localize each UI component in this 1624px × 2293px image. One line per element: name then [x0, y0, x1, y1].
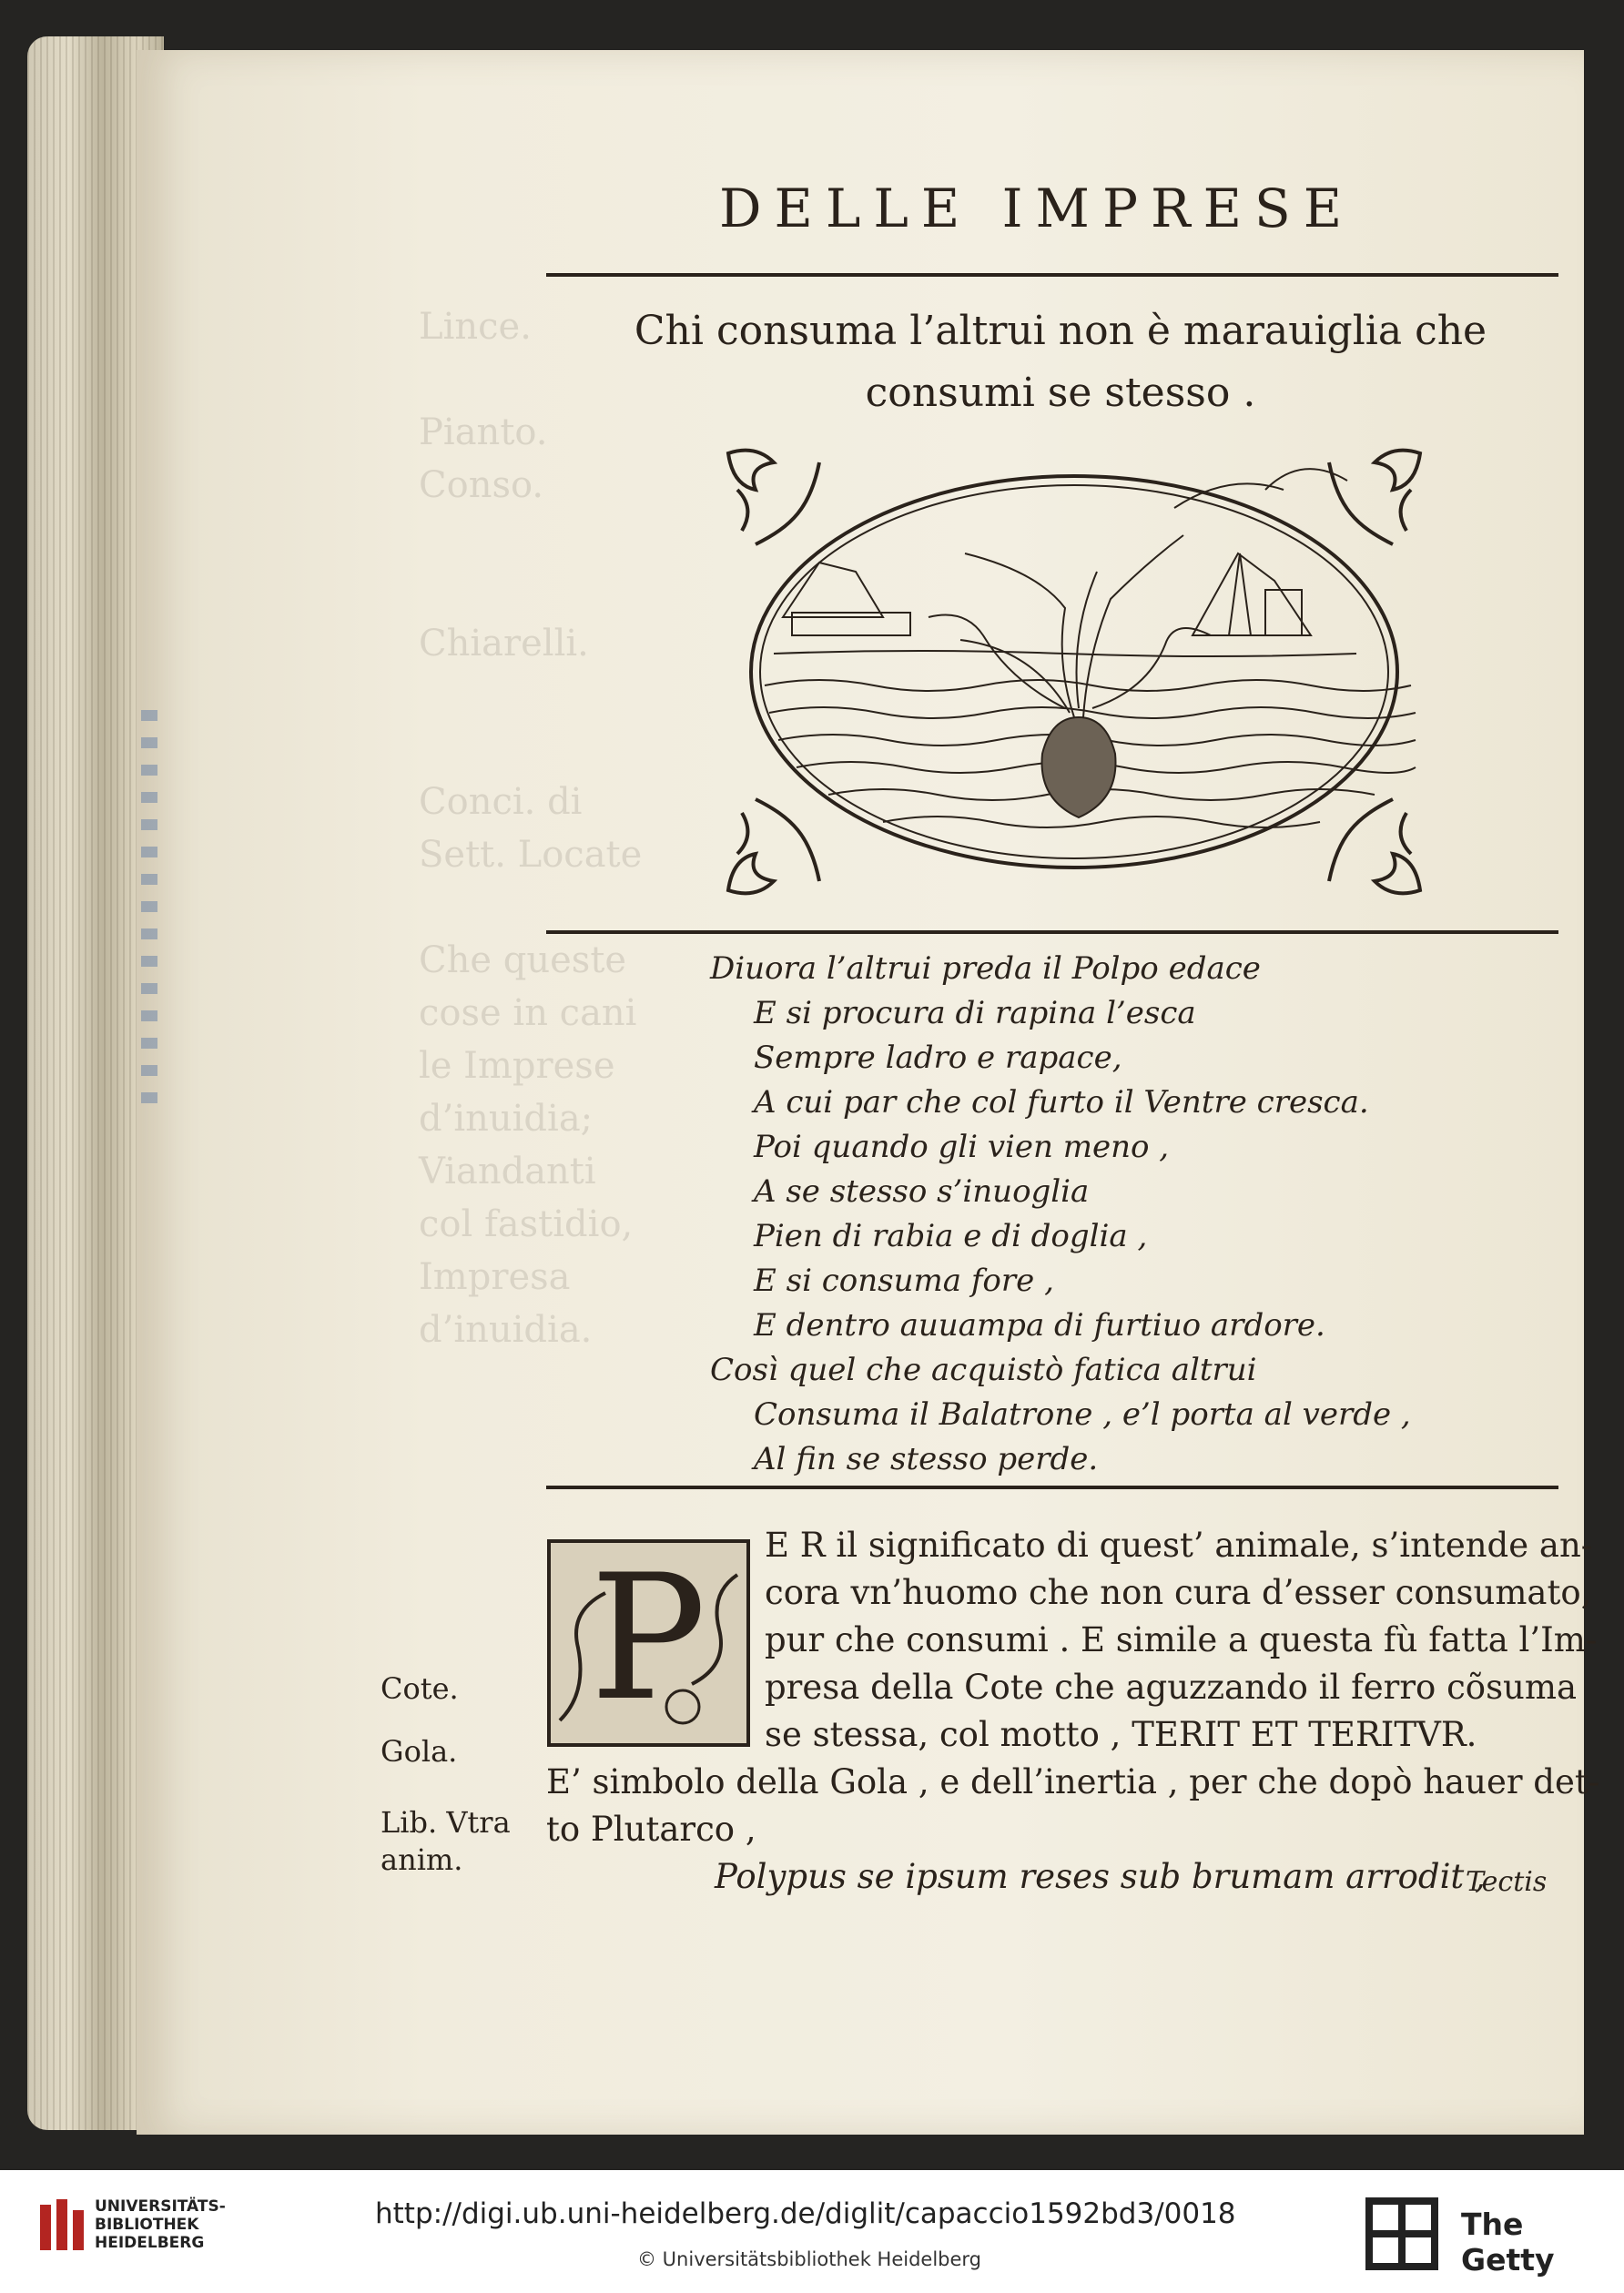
- margin-note: Lib. Vtra: [381, 1805, 511, 1840]
- bleed-through-text: Lince. Pianto. Conso. Chiarelli. Conci. di Sett. Locate Che queste cose in cani le Imprese d’inuidia; Viandanti col fastidio, Impresa d’inuidia.: [419, 306, 643, 1351]
- shelf-label: [141, 710, 157, 1120]
- motto-line: Chi consuma l’altrui non è marauiglia che: [634, 308, 1487, 354]
- library-name-line: HEIDELBERG: [95, 2234, 205, 2252]
- body-line: E’ simbolo della Gola , e dell’inertia , per che dopò hauer det-: [546, 1762, 1600, 1801]
- poem-stanza: [710, 947, 1411, 1482]
- body-line: cora vn’huomo che non cura d’esser consumato,: [765, 1573, 1592, 1612]
- library-name-line: UNIVERSITÄTS-: [95, 2197, 226, 2216]
- poem-line: E si procura di rapina l’esca: [754, 995, 1196, 1031]
- body-line: pur che consumi . E simile a questa fù fatta l’Im-: [765, 1620, 1598, 1659]
- poem-bottom-rule: [546, 1486, 1558, 1489]
- library-name-line: BIBLIOTHEK: [95, 2216, 199, 2234]
- poem-line: Consuma il Balatrone , e’l porta al verde ,: [754, 1396, 1411, 1433]
- body-line: E R il significato di quest’ animale, s’intende an-: [765, 1526, 1593, 1565]
- body-line: Polypus se ipsum reses sub brumam arrodit ,: [715, 1857, 1486, 1896]
- margin-note: Cote.: [381, 1671, 459, 1706]
- header-rule: [546, 273, 1558, 277]
- emblem-bottom-rule: [546, 930, 1558, 934]
- poem-line: Sempre ladro e rapace,: [754, 1040, 1122, 1076]
- copyright-notice: © Universitätsbibliothek Heidelberg: [637, 2248, 982, 2270]
- margin-note: anim.: [381, 1842, 463, 1877]
- motto: [564, 300, 1557, 424]
- viewer-footer: [0, 2170, 1624, 2293]
- poem-line: Pien di rabia e di doglia ,: [754, 1218, 1148, 1254]
- body-line: to Plutarco ,: [546, 1810, 756, 1849]
- motto-line: consumi se stesso .: [865, 370, 1256, 416]
- poem-line: E si consuma fore ,: [754, 1263, 1054, 1299]
- poem-line: Diuora l’altrui preda il Polpo edace: [710, 950, 1261, 987]
- poem-line: Al fin se stesso perde.: [754, 1441, 1099, 1477]
- poem-line: A se stesso s’inuoglia: [754, 1173, 1090, 1210]
- poem-line: A cui par che col furto il Ventre cresca.: [754, 1084, 1369, 1121]
- getty-logo-icon: [1365, 2197, 1438, 2270]
- permalink-url[interactable]: http://digi.ub.uni-heidelberg.de/diglit/capaccio1592bd3/0018: [375, 2197, 1236, 2230]
- poem-line: Poi quando gli vien meno ,: [754, 1129, 1170, 1165]
- getty-label: The Getty: [1461, 2207, 1555, 2278]
- body-line: se stessa, col motto , TERIT ET TERITVR.: [765, 1715, 1477, 1754]
- octopus-woodcut-emblem: [719, 435, 1429, 908]
- dropcap-letter: P: [590, 1538, 706, 1739]
- body-line: presa della Cote che aguzzando il ferro cõsuma: [765, 1668, 1578, 1707]
- poem-line: E dentro auuampa di furtiuo ardore.: [754, 1307, 1325, 1344]
- library-name: [95, 2197, 226, 2252]
- commentary-text: [546, 1522, 1600, 1901]
- catchword: Tectis: [1466, 1866, 1548, 1898]
- margin-note: Gola.: [381, 1734, 458, 1769]
- page-header: DELLE IMPRESE: [719, 178, 1355, 239]
- poem-line: Così quel che acquistò fatica altrui: [710, 1352, 1257, 1388]
- heidelberg-library-logo-icon: [36, 2196, 87, 2256]
